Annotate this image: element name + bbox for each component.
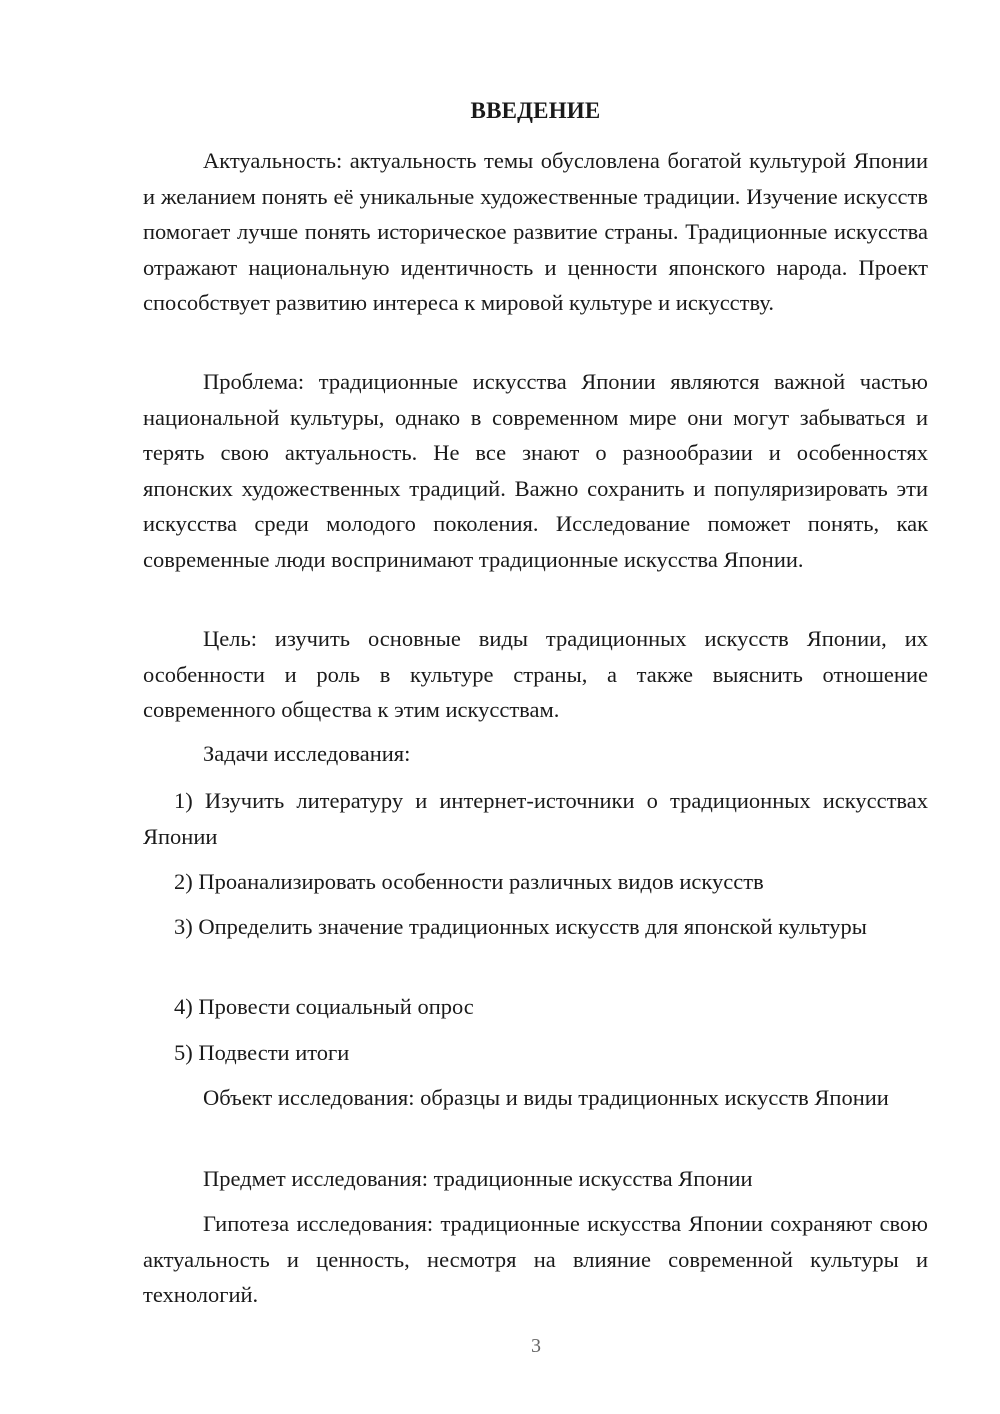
goal-paragraph: Цель: изучить основные виды традиционных искусств Японии, их особенности и роль в культуре страны, а также выяснить отношение современного общества к этим искусствам.: [143, 626, 928, 722]
task-item-2: 2) Проанализировать особенности различных видов искусств: [174, 869, 764, 894]
task-item-5: 5) Подвести итоги: [174, 1040, 350, 1065]
object-paragraph: Объект исследования: образцы и виды традиционных искусств Японии: [203, 1085, 889, 1110]
task-item-4: 4) Провести социальный опрос: [174, 994, 474, 1019]
hypothesis-paragraph: Гипотеза исследования: традиционные искусства Японии сохраняют свою актуальность и ценность, несмотря на влияние современной культуры и технологий.: [143, 1211, 928, 1307]
page-number: 3: [531, 1335, 541, 1357]
subject-paragraph: Предмет исследования: традиционные искусства Японии: [203, 1166, 753, 1191]
task-item-1: 1) Изучить литературу и интернет-источники о традиционных искусствах Японии: [143, 788, 928, 849]
page-title: ВВЕДЕНИЕ: [470, 98, 601, 123]
problem-paragraph: Проблема: традиционные искусства Японии являются важной частью национальной культуры, однако в современном мире они могут забываться и терять свою актуальность. Не все знают о разнообразии и особенностях японских художественных традиций. Важно сохранить и популяризировать эти искусства среди молодого поколения. Исследование поможет понять, как современные люди воспринимают традиционные искусства Японии.: [143, 369, 928, 572]
tasks-heading: Задачи исследования:: [203, 741, 411, 766]
relevance-paragraph: Актуальность: актуальность темы обусловлена богатой культурой Японии и желанием понять её уникальные художественные традиции. Изучение искусств помогает лучше понять историческое развитие страны. Традиционные искусства отражают национальную идентичность и ценности японского народа. Проект способствует развитию интереса к мировой культуре и искусству.: [143, 148, 928, 315]
task-item-3: 3) Определить значение традиционных искусств для японской культуры: [174, 914, 867, 939]
